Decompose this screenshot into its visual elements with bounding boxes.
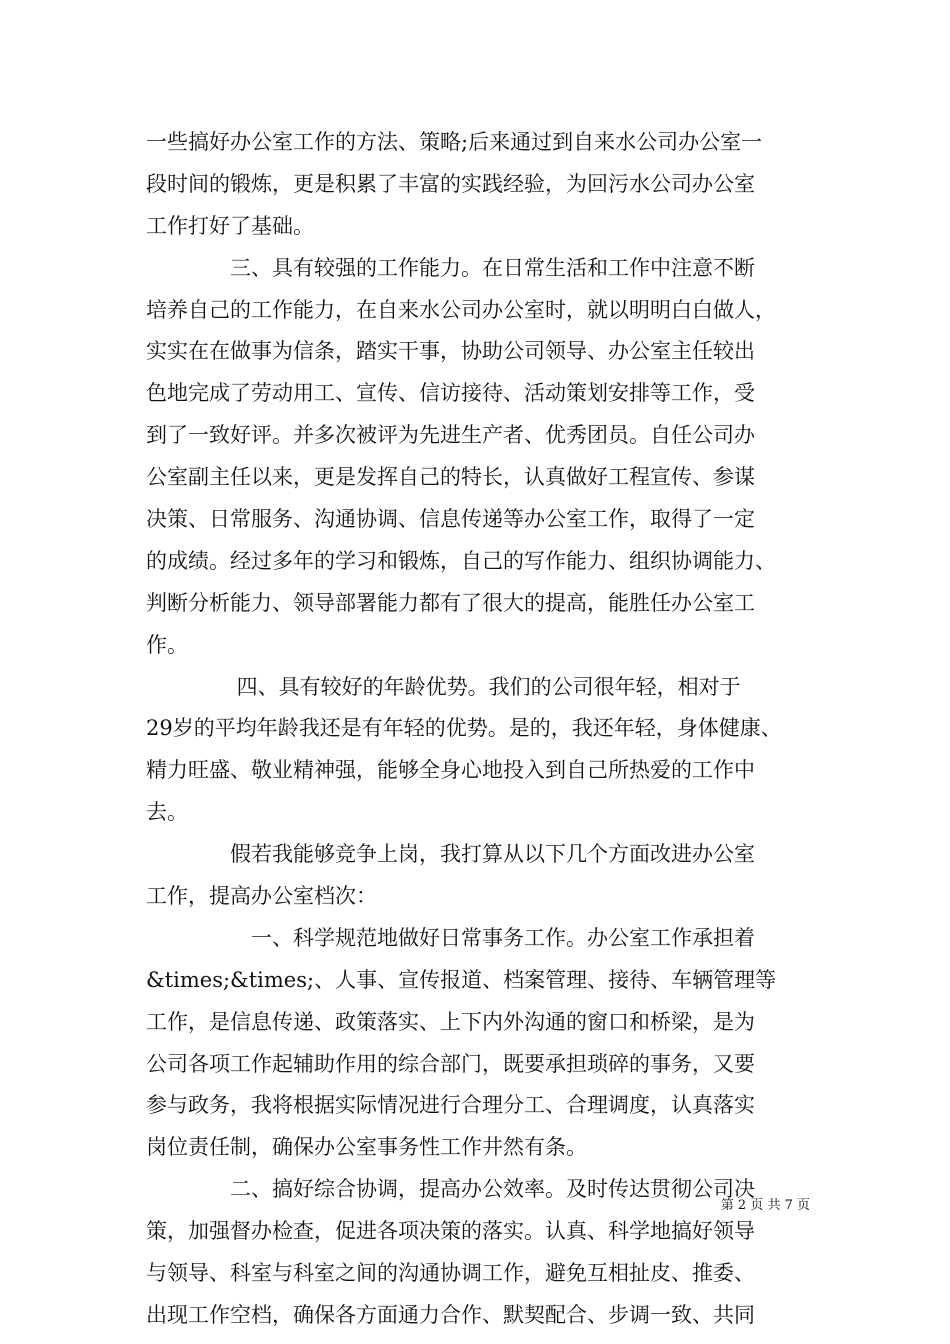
- text-line: 判断分析能力、领导部署能力都有了很大的提高，能胜任办公室工: [146, 590, 755, 615]
- text-line: 实实在在做事为信条，踏实干事，协助公司领导、办公室主任较出: [146, 339, 755, 364]
- text-line: 一些搞好办公室工作的方法、策略;后来通过到自来水公司办公室一: [146, 130, 763, 154]
- text-line: 29岁的平均年龄我还是有年轻的优势。是的，我还年轻，身体健康、: [146, 716, 782, 741]
- text-line: 公室副主任以来，更是发挥自己的特长，认真做好工程宣传、参谋: [146, 465, 755, 490]
- text-line: 出现工作空档，确保各方面通力合作、默契配合、步调一致、共同: [146, 1302, 755, 1327]
- text-line: 四、具有较好的年龄优势。我们的公司很年轻，相对于: [146, 674, 741, 699]
- body-text: [146, 122, 836, 1337]
- text-line: 段时间的锻炼，更是积累了丰富的实践经验，为回污水公司办公室: [146, 171, 755, 196]
- page-number: 第 2 页 共 7 页: [720, 1198, 810, 1213]
- text-line: 与领导、科室与科室之间的沟通协调工作，避免互相扯皮、推委、: [146, 1261, 755, 1286]
- text-line: 工作，提高办公室档次：: [146, 884, 377, 909]
- text-line: 作。: [146, 632, 188, 657]
- text-line: 到了一致好评。并多次被评为先进生产者、优秀团员。自任公司办: [146, 423, 755, 448]
- text-line: 参与政务，我将根据实际情况进行合理分工、合理调度，认真落实: [146, 1093, 755, 1118]
- text-line: 假若我能够竞争上岗，我打算从以下几个方面改进办公室: [146, 842, 755, 867]
- text-line: 三、具有较强的工作能力。在日常生活和工作中注意不断: [146, 255, 755, 280]
- text-line: 培养自己的工作能力，在自来水公司办公室时，就以明明白白做人，: [146, 297, 776, 322]
- text-line: 工作，是信息传递、政策落实、上下内外沟通的窗口和桥梁，是为: [146, 1009, 755, 1034]
- text-line: 去。: [146, 800, 188, 825]
- text-line: 一、科学规范地做好日常事务工作。办公室工作承担着: [146, 925, 755, 950]
- text-line: 策，加强督办检查，促进各项决策的落实。认真、科学地搞好领导: [146, 1219, 755, 1244]
- text-line: 岗位责任制，确保办公室事务性工作井然有条。: [146, 1135, 587, 1160]
- text-line: 精力旺盛、敬业精神强，能够全身心地投入到自己所热爱的工作中: [146, 758, 755, 783]
- text-line: &times;&times;、人事、宣传报道、档案管理、接待、车辆管理等: [146, 967, 777, 992]
- text-line: 的成绩。经过多年的学习和锻炼，自己的写作能力、组织协调能力、: [146, 548, 776, 573]
- text-line: 公司各项工作起辅助作用的综合部门，既要承担琐碎的事务，又要: [146, 1051, 755, 1076]
- text-line: 工作打好了基础。: [146, 213, 314, 238]
- text-line: 色地完成了劳动用工、宣传、信访接待、活动策划安排等工作，受: [146, 381, 755, 406]
- text-line: 二、搞好综合协调，提高办公效率。及时传达贯彻公司决: [146, 1177, 755, 1202]
- text-line: 决策、日常服务、沟通协调、信息传递等办公室工作，取得了一定: [146, 507, 755, 532]
